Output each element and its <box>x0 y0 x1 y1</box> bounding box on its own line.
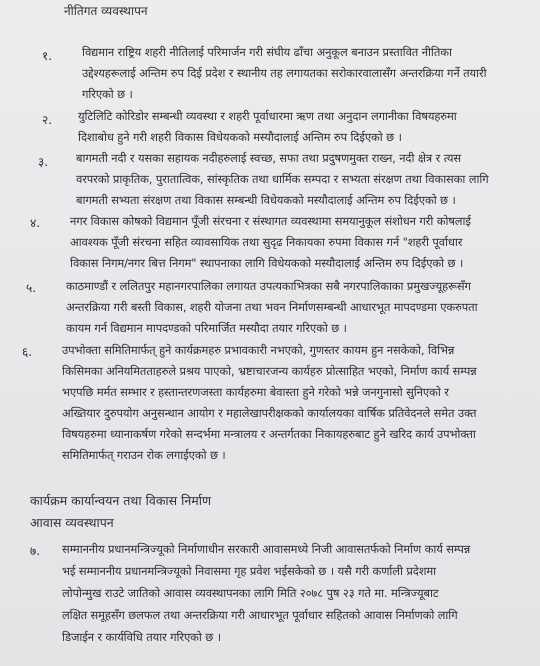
item-line: वरपरको प्राकृतिक, पुरातात्विक, सांस्कृतिक तथा धार्मिक सम्पदा र सभ्यता संरक्षण तथा विकासका लागि <box>76 172 489 186</box>
item-line: गरिएको छ । <box>82 87 133 101</box>
item-number: ६. <box>22 345 33 359</box>
item-line: विकास निगम/नगर बित्त निगम" स्थापनाका लागि विधेयकको मस्यौदालाई अन्तिम रुप दिईएको छ । <box>70 256 464 270</box>
item-line: भएपछि मर्मत सम्भार र हस्तान्तरणजस्ता कार्यहरुमा बेवास्ता हुने गरेको भन्ने जनगुनासो सुनिएको र <box>62 385 449 399</box>
section-title-program-implementation: कार्यक्रम कार्यान्वयन तथा विकास निर्माण <box>30 493 212 508</box>
item-number: ७. <box>30 544 41 558</box>
item-line: उपभोक्ता समितिमार्फत् हुने कार्यक्रमहरु प्रभावकारी नभएको, गुणस्तर कायम हुन नसकेको, विभिन्न <box>62 343 455 357</box>
item-number: ३. <box>38 155 49 169</box>
item-line: किसिमका अनियमितताहरुले प्रश्रय पाएको, भ्रष्टाचारजन्य कार्यहरु प्रोत्साहित भएको, निर्माण कार्य सम्पन्न <box>62 364 477 378</box>
item-line: नगर विकास कोषको विद्यमान पूँजी संरचना र संस्थागत व्यवस्थामा समयानुकूल संशोधन गरी कोषलाई <box>70 214 471 228</box>
item-number: ४. <box>30 216 41 230</box>
item-line: डिजाईन र कार्यविधि तयार गरिएको छ । <box>62 630 221 644</box>
item-line: भई सम्माननीय प्रधानमन्त्रिज्यूको निवासमा गृह प्रवेश भईसकेको छ । यसै गरी कर्णाली प्रदेशमा <box>62 564 437 578</box>
item-line: लोपोन्मुख राउटे जातिको आवास व्यवस्थापनका लागि मिति २०७८ पुष २३ गते मा. मन्त्रिज्यूबाट <box>62 586 439 600</box>
item-line: समितिमार्फत् गराउन रोक लगाईएको छ । <box>62 448 226 462</box>
item-line: कायम गर्न विद्यमान मापदण्डको परिमार्जित मस्यौदा तयार गरिएको छ । <box>66 321 347 335</box>
item-number: ५. <box>26 281 37 295</box>
item-line: काठमाण्डौं र ललितपुर महानगरपालिका लगायत उपत्यकाभित्रका सबै नगरपालिकाका प्रमुखज्यूहरूसँग <box>66 279 471 293</box>
item-number: १. <box>42 49 53 63</box>
item-line: विषयहरुमा ध्यानाकर्षण गरेको सन्दर्भमा मन्त्रालय र अन्तर्गतका निकायहरुबाट हुने खरिद कार्य उपभोक्ता <box>62 427 476 441</box>
item-line: बागमती सभ्यता संरक्षण तथा विकास सम्बन्धी विधेयकको मस्यौदालाई अन्तिम रुप दिईएको छ । <box>76 193 456 207</box>
item-line: विद्यमान राष्ट्रिय शहरी नीतिलाई परिमार्जन गरी संघीय ढाँचा अनुकूल बनाउन प्रस्तावित नीतिका <box>82 45 452 59</box>
section-title-policy: नीतिगत व्यवस्थापन <box>64 4 148 18</box>
item-line: युटिलिटि कोरिडोर सम्बन्धी व्यवस्था र शहरी पूर्वाधारमा ऋण तथा अनुदान लगानीका विषयहरुमा <box>78 109 457 123</box>
item-line: आवश्यक पूँजी संरचना सहित व्यावसायिक तथा सुदृढ निकायका रुपमा विकास गर्न "शहरी पूर्वाधार <box>70 235 463 249</box>
item-line: बागमती नदी र यसका सहायक नदीहरुलाई स्वच्छ, सफा तथा प्रदुषणमुक्त राख्न, नदी क्षेत्र र त्यस <box>76 151 462 165</box>
item-line: अख्तियार दुरुपयोग अनुसन्धान आयोग र महालेखापरीक्षकको कार्यालयका वार्षिक प्रतिवेदनले समेत उक्त <box>62 406 477 420</box>
item-line: सम्माननीय प्रधानमन्त्रिज्यूको निर्माणाधीन सरकारी आवासमध्ये निजी आवासतर्फको निर्माण कार्य सम्पन्न <box>62 542 471 556</box>
item-number: २. <box>42 113 53 127</box>
item-line: लक्षित समूहसँग छलफल तथा अन्तरक्रिया गरी आधारभूत पूर्वाधार सहितको आवास निर्माणको लागि <box>62 608 458 622</box>
item-line: दिशाबोध हुने गरी शहरी विकास विधेयकको मस्यौदालाई अन्तिम रुप दिईएको छ । <box>78 130 402 144</box>
item-line: उद्देश्यहरूलाई अन्तिम रुप दिई प्रदेश र स्थानीय तह लगायतका सरोकारवालासँग अन्तरक्रिया गर्ने तयारी <box>82 66 487 80</box>
section-title-housing: आवास व्यवस्थापन <box>30 515 114 530</box>
item-line: अन्तरक्रिया गरी बस्ती विकास, शहरी योजना तथा भवन निर्माणसम्बन्धी आधारभूत मापदण्डमा एकरुपता <box>66 300 478 314</box>
